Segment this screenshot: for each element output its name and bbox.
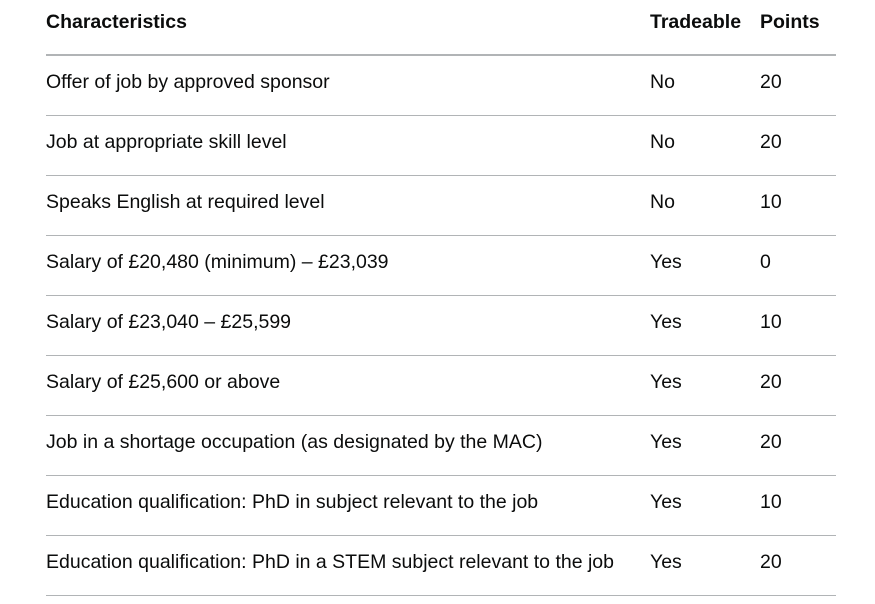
table-row: [46, 296, 836, 356]
table-row: [46, 416, 836, 476]
points-table: [46, 0, 836, 596]
table-row: [46, 116, 836, 176]
row-points: 10: [760, 191, 782, 213]
table-row: [46, 236, 836, 296]
table-row: [46, 536, 836, 596]
row-tradeable: Yes: [650, 431, 682, 453]
row-characteristic: Speaks English at required level: [46, 191, 325, 213]
row-points: 0: [760, 251, 771, 273]
row-points: 20: [760, 431, 782, 453]
row-points: 20: [760, 71, 782, 93]
row-tradeable: No: [650, 131, 675, 153]
row-tradeable: Yes: [650, 551, 682, 573]
table-row: [46, 476, 836, 536]
row-tradeable: Yes: [650, 491, 682, 513]
row-points: 20: [760, 371, 782, 393]
table-row: [46, 356, 836, 416]
row-tradeable: No: [650, 71, 675, 93]
row-points: 20: [760, 131, 782, 153]
row-characteristic: Education qualification: PhD in a STEM subject relevant to the job: [46, 551, 614, 573]
header-characteristics: Characteristics: [46, 10, 187, 33]
table-header-row: [46, 0, 836, 56]
row-characteristic: Salary of £25,600 or above: [46, 371, 281, 393]
row-characteristic: Education qualification: PhD in subject relevant to the job: [46, 491, 539, 513]
row-tradeable: Yes: [650, 371, 682, 393]
row-tradeable: Yes: [650, 311, 682, 333]
row-points: 20: [760, 551, 782, 573]
row-tradeable: Yes: [650, 251, 682, 273]
header-points: Points: [760, 10, 820, 33]
row-characteristic: Job at appropriate skill level: [46, 131, 287, 153]
row-characteristic: Offer of job by approved sponsor: [46, 71, 330, 93]
row-points: 10: [760, 491, 782, 513]
row-characteristic: Salary of £23,040 – £25,599: [46, 311, 292, 333]
row-tradeable: No: [650, 191, 675, 213]
row-characteristic: Salary of £20,480 (minimum) – £23,039: [46, 251, 389, 273]
row-characteristic: Job in a shortage occupation (as designated by the MAC): [46, 431, 543, 453]
table-row: [46, 56, 836, 116]
header-tradeable: Tradeable: [650, 10, 742, 33]
row-points: 10: [760, 311, 782, 333]
table-row: [46, 176, 836, 236]
